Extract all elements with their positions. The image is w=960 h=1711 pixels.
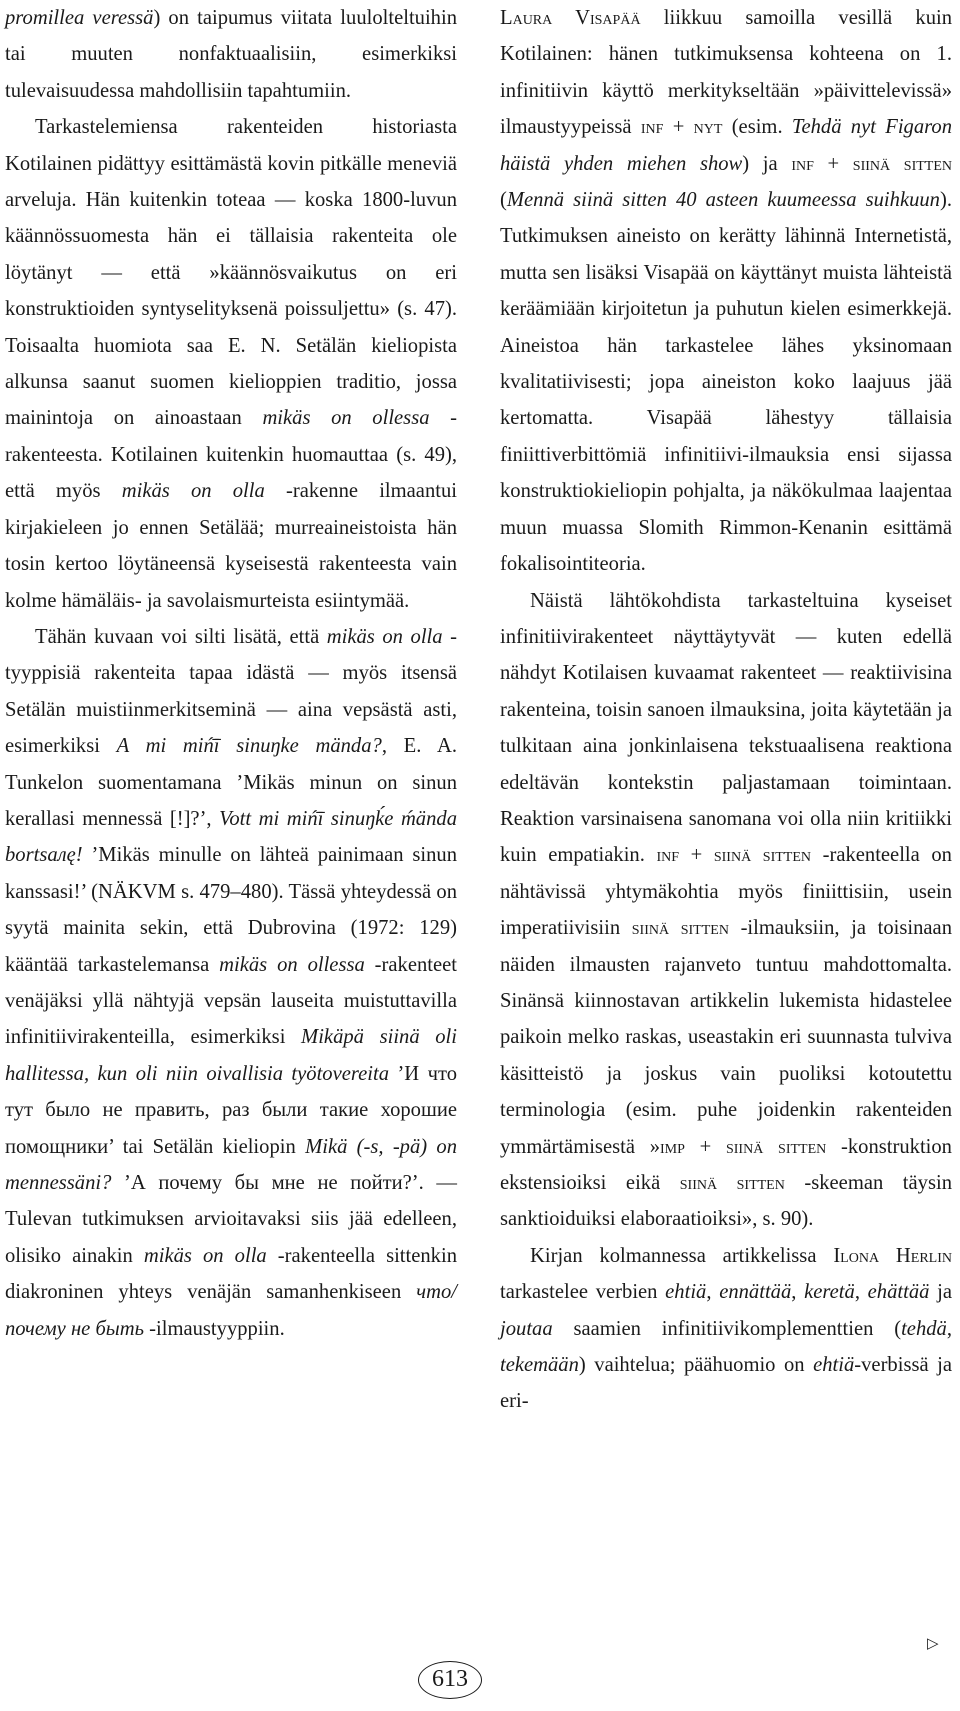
paragraph: Tähän kuvaan voi silti lisätä, että mikäs on olla -tyyppisiä rakenteita tapaa idästä — myös itsensä Setälän muistiinmerkitseminä — aina vepsästä asti, esimerkiksi A mi miń̄ī sinuŋke mända?, E. A. Tunkelon suomentamana ’Mikäs minun on sinun kerallasi mennessä [!]?’, Vott mi miń̄ī sinuŋḱe ḿända bortsaлę! ’Mikäs minulle on lähteä painimaan sinun kanssasi!’ (NÄKVM s. 479–480). Tässä yhteydessä on syytä mainita sekin, että Dubrovina (1972: 129) kääntää tarkastelemansa mikäs on ollessa -rakenteet venäjäksi yllä nähtyjä vepsän lauseita muistuttavilla infinitiivirakenteilla, esimerkiksi Mikäpä siinä oli hallitessa, kun oli niin oivallisia työtovereita ’И что тут было не править, раз были такие хорошие помощники’ tai Setälän kieliopin Mikä (-s, -pä) on mennessäni? ’А почему бы мне не пойти?’. — Tulevan tutkimuksen arvioitavaksi siis jää edelleen, olisiko ainakin mikäs on olla -rakenteella sittenkin diakroninen yhteys venäjän samanhenkiseen что/почему не быть -ilmaustyyppiin.: [5, 625, 458, 1340]
paragraph: promillea veressä) on taipumus viitata luulolteltuihin tai muuten nonfaktuaalisiin, esimerkiksi tulevaisuudessa mahdollisiin tapahtumiin.: [5, 7, 457, 102]
paragraph: Näistä lähtökohdista tarkasteltuina kyseiset infinitiivirakenteet näyttäytyvät — kuten edellä nähdyt Kotilaisen kuvaamat rakenteet — reaktiivisina rakenteina, toisin sanoen ilmauksina, joita käytetään ja tulkitaan aina jonkinlaisena tekstuaalisena reaktiona edeltävän kontekstin paljastamaan toimintaan. Reaktion varsinaisena sanomana voi olla niin kritiikki kuin empatiakin. inf + siinä sitten -rakenteella on nähtävissä yhtymäkohtia myös finiittisiin, usein imperatiivisiin siinä sitten -ilmauksiin, ja toisinaan näiden ilmausten rajanveto tuntuu mahdottomalta. Sinänsä kiinnostavan artikkelin lukemista hidastelee paikoin melko raskas, useastakin eri suunnasta tulviva käsitteistö ja joskus vain puoliksi kotoutettu terminologia (esim. puhe joidenkin rakenteiden ymmärtämisestä »imp + siinä sitten -konstruktion ekstensioiksi eikä siinä sitten -skeeman täysin sanktioiduiksi elaboraatioiksi», s. 90).: [500, 589, 952, 1231]
paragraph: Laura Visapää liikkuu samoilla vesillä kuin Kotilainen: hänen tutkimuksensa kohteena on 1. infinitiivin käyttö merkitykseltään »päivittelevissä» ilmaustyypeissä inf + nyt (esim. Tehdä nyt Figaron häistä yhden miehen show) ja inf + siinä sitten (Mennä siinä sitten 40 asteen kuumeessa suihkuun). Tutkimuksen aineisto on kerätty lähinnä Internetistä, mutta sen lisäksi Visapää on käyttänyt muista lähteistä keräämiään kirjoitetun ja puhutun kielen esimerkkejä. Aineistoa hän tarkastelee lähes yksinomaan kvalitatiivisesti; jopa aineiston koko laajuus jää kertomatta. Visapää lähestyy tällaisia finiittiverbittömiä infinitiivi-ilmauksia ensi sijassa konstruktiokieliopin pohjalta, ja näkökulmaa laajentaa muun muassa Slomith Rimmon-Kenanin esittämä fokalisointiteoria.: [500, 7, 953, 576]
paragraph: Kirjan kolmannessa artikkelissa Ilona Herlin tarkastelee verbien ehtiä, ennättää, keretä, ehättää ja joutaa saamien infinitiivikomplementtien (tehdä, tekemään) vaihtelua; päähuomio on ehtiä-verbissä ja eri-: [500, 1244, 953, 1413]
author-name: Laura Visapää: [500, 7, 641, 29]
right-column: [500, 0, 952, 1420]
author-name: Ilona Herlin: [833, 1244, 952, 1267]
paragraph: Tarkastelemiensa rakenteiden historiasta Kotilainen pidättyy esittämästä kovin pitkälle meneviä arveluja. Hän kuitenkin toteaa — koska 1800-luvun käännössuomesta hän ei tällaisia rakenteita ole löytänyt — että »käännösvaikutus on eri konstruktioiden syntyselityksenä poissuljettu» (s. 47). Toisaalta huomiota saa E. N. Setälän kieliopista alkunsa saanut suomen kielioppien traditio, jossa mainintoja on ainoastaan mikäs on ollessa -rakenteesta. Kotilainen kuitenkin huomauttaa (s. 49), että myös mikäs on olla -rakenne ilmaantui kirjakieleen jo ennen Setälää; murreaineistoista hän tosin kertoo löytäneensä kyseisestä rakenteesta vain kolme hämäläis- ja savolaismurteista esiintymää.: [5, 116, 457, 612]
continue-arrow-icon: ▷: [927, 1634, 939, 1652]
left-column: [5, 0, 457, 1347]
page-number: 613: [418, 1661, 482, 1699]
